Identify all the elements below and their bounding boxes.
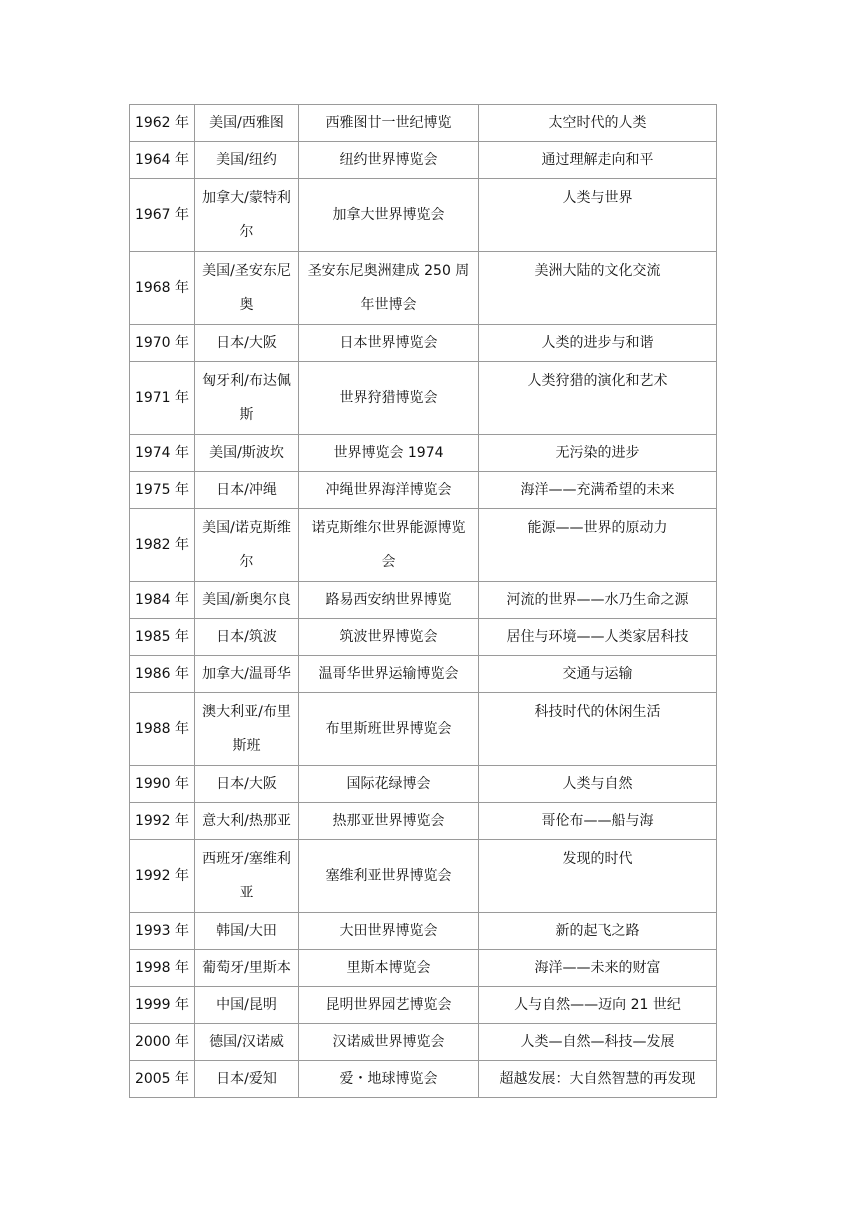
expo-name-cell: 加拿大世界博览会 xyxy=(299,179,479,252)
place-cell: 加拿大/温哥华 xyxy=(195,656,299,693)
table-row xyxy=(130,1024,717,1061)
place-cell: 意大利/热那亚 xyxy=(195,803,299,840)
expo-name-cell: 筑波世界博览会 xyxy=(299,619,479,656)
expo-name-cell: 塞维利亚世界博览会 xyxy=(299,840,479,913)
year-cell: 1992 年 xyxy=(130,803,195,840)
table-row xyxy=(130,803,717,840)
table-row xyxy=(130,987,717,1024)
year-cell: 1993 年 xyxy=(130,913,195,950)
place-cell: 澳大利亚/布里斯班 xyxy=(195,693,299,766)
theme-cell: 无污染的进步 xyxy=(479,435,717,472)
year-cell: 2000 年 xyxy=(130,1024,195,1061)
year-cell: 1992 年 xyxy=(130,840,195,913)
place-cell: 中国/昆明 xyxy=(195,987,299,1024)
expo-name-cell: 大田世界博览会 xyxy=(299,913,479,950)
year-cell: 1984 年 xyxy=(130,582,195,619)
expo-name-cell: 汉诺威世界博览会 xyxy=(299,1024,479,1061)
expo-name-cell: 温哥华世界运输博览会 xyxy=(299,656,479,693)
table-row xyxy=(130,509,717,582)
table-row xyxy=(130,693,717,766)
expo-name-cell: 热那亚世界博览会 xyxy=(299,803,479,840)
theme-cell: 交通与运输 xyxy=(479,656,717,693)
place-cell: 日本/冲绳 xyxy=(195,472,299,509)
year-cell: 1985 年 xyxy=(130,619,195,656)
table-row xyxy=(130,142,717,179)
place-cell: 韩国/大田 xyxy=(195,913,299,950)
table-row xyxy=(130,619,717,656)
theme-cell: 科技时代的休闲生活 xyxy=(479,693,717,766)
place-cell: 日本/大阪 xyxy=(195,766,299,803)
place-cell: 匈牙利/布达佩斯 xyxy=(195,362,299,435)
theme-cell: 海洋——未来的财富 xyxy=(479,950,717,987)
expo-name-cell: 西雅图廿一世纪博览 xyxy=(299,105,479,142)
theme-cell: 美洲大陆的文化交流 xyxy=(479,252,717,325)
table-row xyxy=(130,582,717,619)
theme-cell: 人类与世界 xyxy=(479,179,717,252)
expo-name-cell: 里斯本博览会 xyxy=(299,950,479,987)
expo-name-cell: 布里斯班世界博览会 xyxy=(299,693,479,766)
place-cell: 日本/大阪 xyxy=(195,325,299,362)
year-cell: 2005 年 xyxy=(130,1061,195,1098)
table-row xyxy=(130,913,717,950)
theme-cell: 人与自然——迈向 21 世纪 xyxy=(479,987,717,1024)
table-row xyxy=(130,105,717,142)
table-row xyxy=(130,435,717,472)
table-row xyxy=(130,252,717,325)
table-row xyxy=(130,472,717,509)
year-cell: 1999 年 xyxy=(130,987,195,1024)
place-cell: 美国/西雅图 xyxy=(195,105,299,142)
year-cell: 1982 年 xyxy=(130,509,195,582)
theme-cell: 人类狩猎的演化和艺术 xyxy=(479,362,717,435)
expo-name-cell: 冲绳世界海洋博览会 xyxy=(299,472,479,509)
place-cell: 西班牙/塞维利亚 xyxy=(195,840,299,913)
table-row xyxy=(130,840,717,913)
year-cell: 1967 年 xyxy=(130,179,195,252)
place-cell: 葡萄牙/里斯本 xyxy=(195,950,299,987)
place-cell: 美国/圣安东尼奥 xyxy=(195,252,299,325)
year-cell: 1964 年 xyxy=(130,142,195,179)
year-cell: 1971 年 xyxy=(130,362,195,435)
year-cell: 1975 年 xyxy=(130,472,195,509)
theme-cell: 人类—自然—科技—发展 xyxy=(479,1024,717,1061)
theme-cell: 居住与环境——人类家居科技 xyxy=(479,619,717,656)
expo-name-cell: 爱・地球博览会 xyxy=(299,1061,479,1098)
place-cell: 日本/爱知 xyxy=(195,1061,299,1098)
expo-name-cell: 昆明世界园艺博览会 xyxy=(299,987,479,1024)
expo-name-cell: 日本世界博览会 xyxy=(299,325,479,362)
year-cell: 1962 年 xyxy=(130,105,195,142)
theme-cell: 超越发展：大自然智慧的再发现 xyxy=(479,1061,717,1098)
table-row xyxy=(130,950,717,987)
year-cell: 1998 年 xyxy=(130,950,195,987)
expo-name-cell: 诺克斯维尔世界能源博览会 xyxy=(299,509,479,582)
place-cell: 美国/斯波坎 xyxy=(195,435,299,472)
table-row xyxy=(130,766,717,803)
expo-name-cell: 圣安东尼奥洲建成 250 周年世博会 xyxy=(299,252,479,325)
theme-cell: 人类与自然 xyxy=(479,766,717,803)
expo-name-cell: 路易西安纳世界博览 xyxy=(299,582,479,619)
expo-name-cell: 世界狩猎博览会 xyxy=(299,362,479,435)
theme-cell: 新的起飞之路 xyxy=(479,913,717,950)
expo-table xyxy=(129,104,717,1098)
theme-cell: 海洋——充满希望的未来 xyxy=(479,472,717,509)
theme-cell: 发现的时代 xyxy=(479,840,717,913)
table-row xyxy=(130,179,717,252)
place-cell: 日本/筑波 xyxy=(195,619,299,656)
theme-cell: 河流的世界——水乃生命之源 xyxy=(479,582,717,619)
table-row xyxy=(130,1061,717,1098)
theme-cell: 通过理解走向和平 xyxy=(479,142,717,179)
year-cell: 1970 年 xyxy=(130,325,195,362)
table-row xyxy=(130,362,717,435)
expo-name-cell: 国际花绿博会 xyxy=(299,766,479,803)
year-cell: 1990 年 xyxy=(130,766,195,803)
place-cell: 美国/纽约 xyxy=(195,142,299,179)
theme-cell: 能源——世界的原动力 xyxy=(479,509,717,582)
year-cell: 1968 年 xyxy=(130,252,195,325)
theme-cell: 人类的进步与和谐 xyxy=(479,325,717,362)
table-row xyxy=(130,656,717,693)
year-cell: 1986 年 xyxy=(130,656,195,693)
year-cell: 1988 年 xyxy=(130,693,195,766)
expo-name-cell: 世界博览会 1974 xyxy=(299,435,479,472)
theme-cell: 太空时代的人类 xyxy=(479,105,717,142)
year-cell: 1974 年 xyxy=(130,435,195,472)
place-cell: 德国/汉诺威 xyxy=(195,1024,299,1061)
place-cell: 美国/新奥尔良 xyxy=(195,582,299,619)
place-cell: 美国/诺克斯维尔 xyxy=(195,509,299,582)
table-row xyxy=(130,325,717,362)
expo-name-cell: 纽约世界博览会 xyxy=(299,142,479,179)
theme-cell: 哥伦布——船与海 xyxy=(479,803,717,840)
place-cell: 加拿大/蒙特利尔 xyxy=(195,179,299,252)
